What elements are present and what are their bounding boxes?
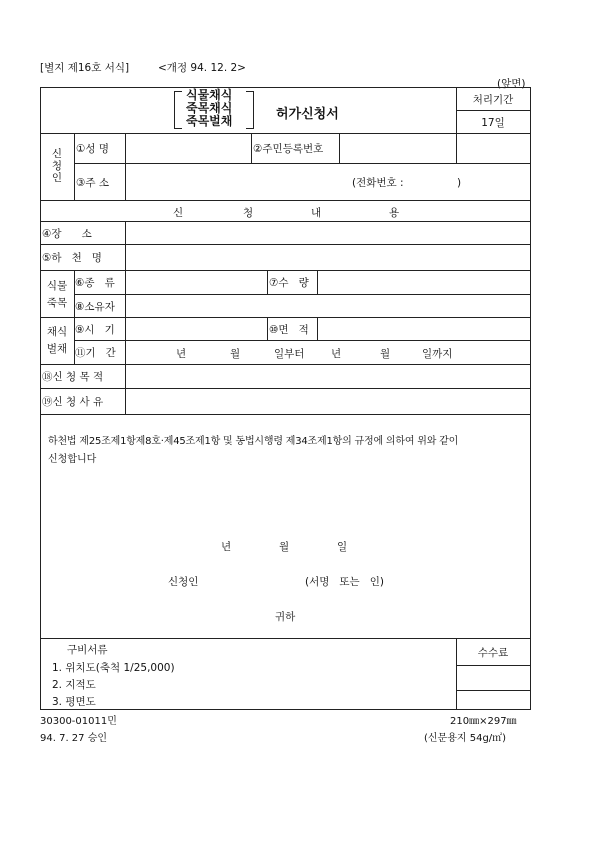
purpose-field[interactable] — [126, 365, 530, 388]
kind-field[interactable] — [126, 271, 266, 294]
time-area-divider — [267, 317, 268, 340]
phone-label: (전화번호 : ) — [352, 176, 462, 189]
attachments-header: 구비서류 — [67, 644, 108, 656]
form-number: [별지 제16호 서식] — [40, 62, 130, 74]
form-title: 허가신청서 — [276, 107, 339, 122]
time-label: ⑨시 기 — [75, 323, 115, 336]
title-bracket-left — [174, 91, 182, 129]
page-side-label: (앞면) — [497, 78, 526, 90]
purpose-label: ⑱신 청 목 적 — [42, 371, 104, 383]
frame-bottom — [40, 709, 531, 710]
approval-date: 94. 7. 27 승인 — [40, 733, 108, 744]
address-label: ③주 소 — [76, 176, 110, 189]
form-code: 30300-01011민 — [40, 716, 117, 727]
recipient-label: 귀하 — [275, 611, 296, 623]
name-label: ①성 명 — [76, 143, 110, 155]
place-label: ④장 소 — [42, 227, 92, 240]
line-414 — [40, 414, 531, 415]
applicant-group-label: 신 청 인 — [51, 148, 63, 184]
reason-field[interactable] — [126, 389, 530, 414]
fee-field[interactable] — [457, 666, 530, 690]
title-option-bamboo-harvest: 죽목채식 — [186, 101, 233, 115]
quantity-label: ⑦수 량 — [269, 277, 309, 289]
rrn-field[interactable] — [340, 134, 455, 163]
attachment-item: 1. 위치도(축척 1/25,000) — [52, 662, 175, 674]
signature-or-seal: (서명 또는 인) — [305, 576, 384, 588]
period-field[interactable]: 년 월 일부터 년 월 일까지 — [176, 348, 453, 360]
applicant-group-divider — [74, 133, 75, 200]
owner-label: ⑧소유자 — [75, 300, 115, 313]
kind-qty-divider — [267, 270, 268, 294]
statement-line-1: 하천법 제25조제1항제8호·제45조제1항 및 동법시행령 제34조제1항의 규정에 의하여 위와 같이 — [48, 436, 459, 447]
attachment-item: 3. 평면도 — [52, 696, 96, 708]
owner-field[interactable] — [126, 295, 530, 317]
area-field[interactable] — [318, 318, 530, 340]
statement-line-2: 신청합니다 — [48, 454, 97, 465]
river-name-field[interactable] — [126, 245, 530, 270]
date-month: 월 — [279, 541, 290, 553]
place-field[interactable] — [126, 222, 530, 244]
paper-type: (신문용지 54g/㎡) — [424, 733, 507, 744]
date-year: 년 — [221, 541, 232, 553]
frame-right — [530, 87, 531, 709]
river-name-label: ⑤하 천 명 — [42, 252, 102, 264]
attachment-item: 2. 지적도 — [52, 679, 96, 691]
processing-period-label: 처리기간 — [472, 93, 514, 106]
name-field[interactable] — [126, 134, 250, 163]
title-option-bamboo-cutting: 죽목벌채 — [186, 114, 233, 128]
revision-date: <개정 94. 12. 2> — [158, 62, 246, 74]
title-option-plant-harvest: 식물채식 — [186, 88, 233, 102]
time-field[interactable] — [126, 318, 266, 340]
reason-label: ⑲신 청 사 유 — [42, 396, 104, 408]
fee-label: 수수료 — [477, 646, 509, 659]
name-rrn-divider — [251, 133, 252, 163]
date-day: 일 — [337, 541, 348, 553]
kind-label: ⑥종 류 — [75, 277, 115, 289]
quantity-field[interactable] — [318, 271, 530, 294]
rrn-extra-divider — [456, 133, 457, 163]
processing-period-value: 17일 — [481, 116, 505, 129]
area-label: ⑩면 적 — [269, 323, 309, 336]
rrn-label: ②주민등록번호 — [253, 143, 324, 155]
paper-size: 210㎜×297㎜ — [450, 716, 517, 727]
plant-group-label: 식물 죽목 — [46, 280, 68, 309]
harvest-group-label: 채식 벌채 — [46, 326, 68, 355]
contents-header: 신 청 내 용 — [173, 207, 400, 219]
address-field[interactable] — [126, 164, 346, 200]
applicant-signature-label: 신청인 — [168, 576, 199, 588]
title-bracket-right — [246, 91, 254, 129]
fee-bottom-line — [456, 690, 530, 691]
period-label: ⑪기 간 — [75, 347, 116, 359]
